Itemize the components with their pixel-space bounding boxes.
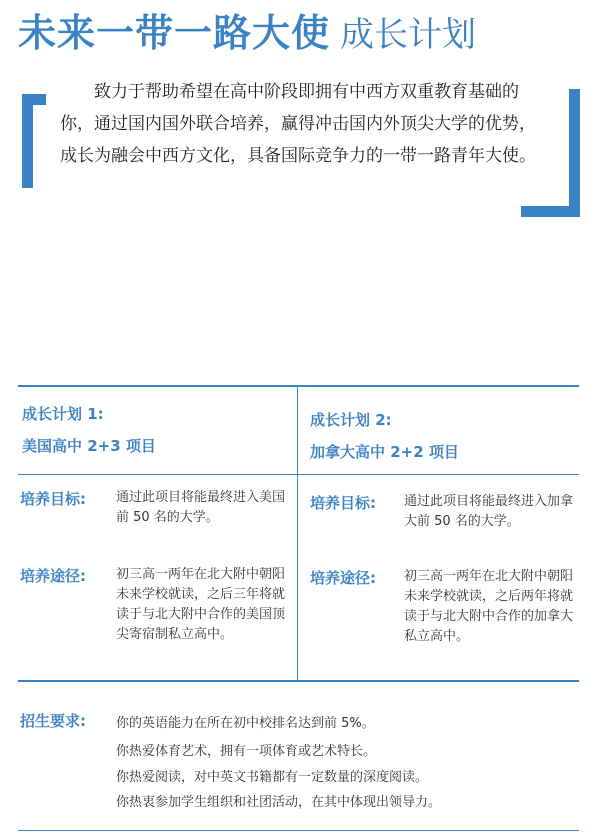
right-bracket-decoration-bottom bbox=[521, 206, 580, 217]
page-title bbox=[18, 2, 476, 57]
intro-paragraph: 致力于帮助希望在高中阶段即拥有中西方双重教育基础的你，通过国内国外联合培养，赢得冲击国内外顶尖大学的优势，成长为融会中西方文化，具备国际竞争力的一带一路青年大使。 bbox=[60, 82, 536, 166]
table-column-divider bbox=[297, 386, 298, 680]
plan-1-title-line1: 成长计划 1: bbox=[22, 405, 104, 423]
plan-2-goal-label: 培养目标: bbox=[310, 494, 376, 512]
plan-2-goal-text: 通过此项目将能最终进入加拿大前 50 名的大学。 bbox=[404, 494, 574, 529]
plan-2-title bbox=[310, 404, 459, 468]
plan-2-path-text: 初三高一两年在北大附中朝阳未来学校就读，之后两年将就读于与北大附中合作的加拿大私立高中。 bbox=[404, 569, 574, 644]
plan-1-goal-text: 通过此项目将能最终进入美国前 50 名的大学。 bbox=[116, 490, 286, 525]
plan-2-path-label: 培养途径: bbox=[310, 569, 376, 587]
requirement-item: 你热衷参加学生组织和社团活动，在其中体现出领导力。 bbox=[116, 795, 442, 810]
plan-1-path-text: 初三高一两年在北大附中朝阳未来学校就读，之后三年将就读于与北大附中合作的美国顶尖寄宿制私立高中。 bbox=[116, 567, 286, 642]
left-bracket-decoration-top bbox=[22, 94, 46, 105]
plan-1-title bbox=[22, 398, 156, 462]
plan-2-title-line1: 成长计划 2: bbox=[310, 411, 392, 429]
plan-2-title-line2: 加拿大高中 2+2 项目 bbox=[310, 443, 459, 461]
right-bracket-decoration bbox=[569, 89, 580, 217]
table-top-divider bbox=[18, 385, 579, 387]
requirement-item: 你热爱阅读，对中英文书籍都有一定数量的深度阅读。 bbox=[116, 770, 429, 785]
requirements-label: 招生要求: bbox=[20, 712, 86, 730]
page-bottom-divider bbox=[18, 830, 579, 831]
plan-1-title-line2: 美国高中 2+3 项目 bbox=[22, 437, 156, 455]
page-title-main: 未来一带一路大使 bbox=[18, 11, 331, 55]
table-header-divider bbox=[18, 474, 579, 475]
page-title-sub: 成长计划 bbox=[340, 15, 477, 55]
plan-1-path-label: 培养途径: bbox=[20, 567, 86, 585]
requirement-item: 你的英语能力在所在初中校排名达到前 5%。 bbox=[116, 716, 375, 731]
requirement-item: 你热爱体育艺术，拥有一项体育或艺术特长。 bbox=[116, 744, 377, 759]
plan-1-goal-label: 培养目标: bbox=[20, 490, 86, 508]
left-bracket-decoration bbox=[22, 94, 33, 188]
table-bottom-divider bbox=[18, 680, 579, 682]
